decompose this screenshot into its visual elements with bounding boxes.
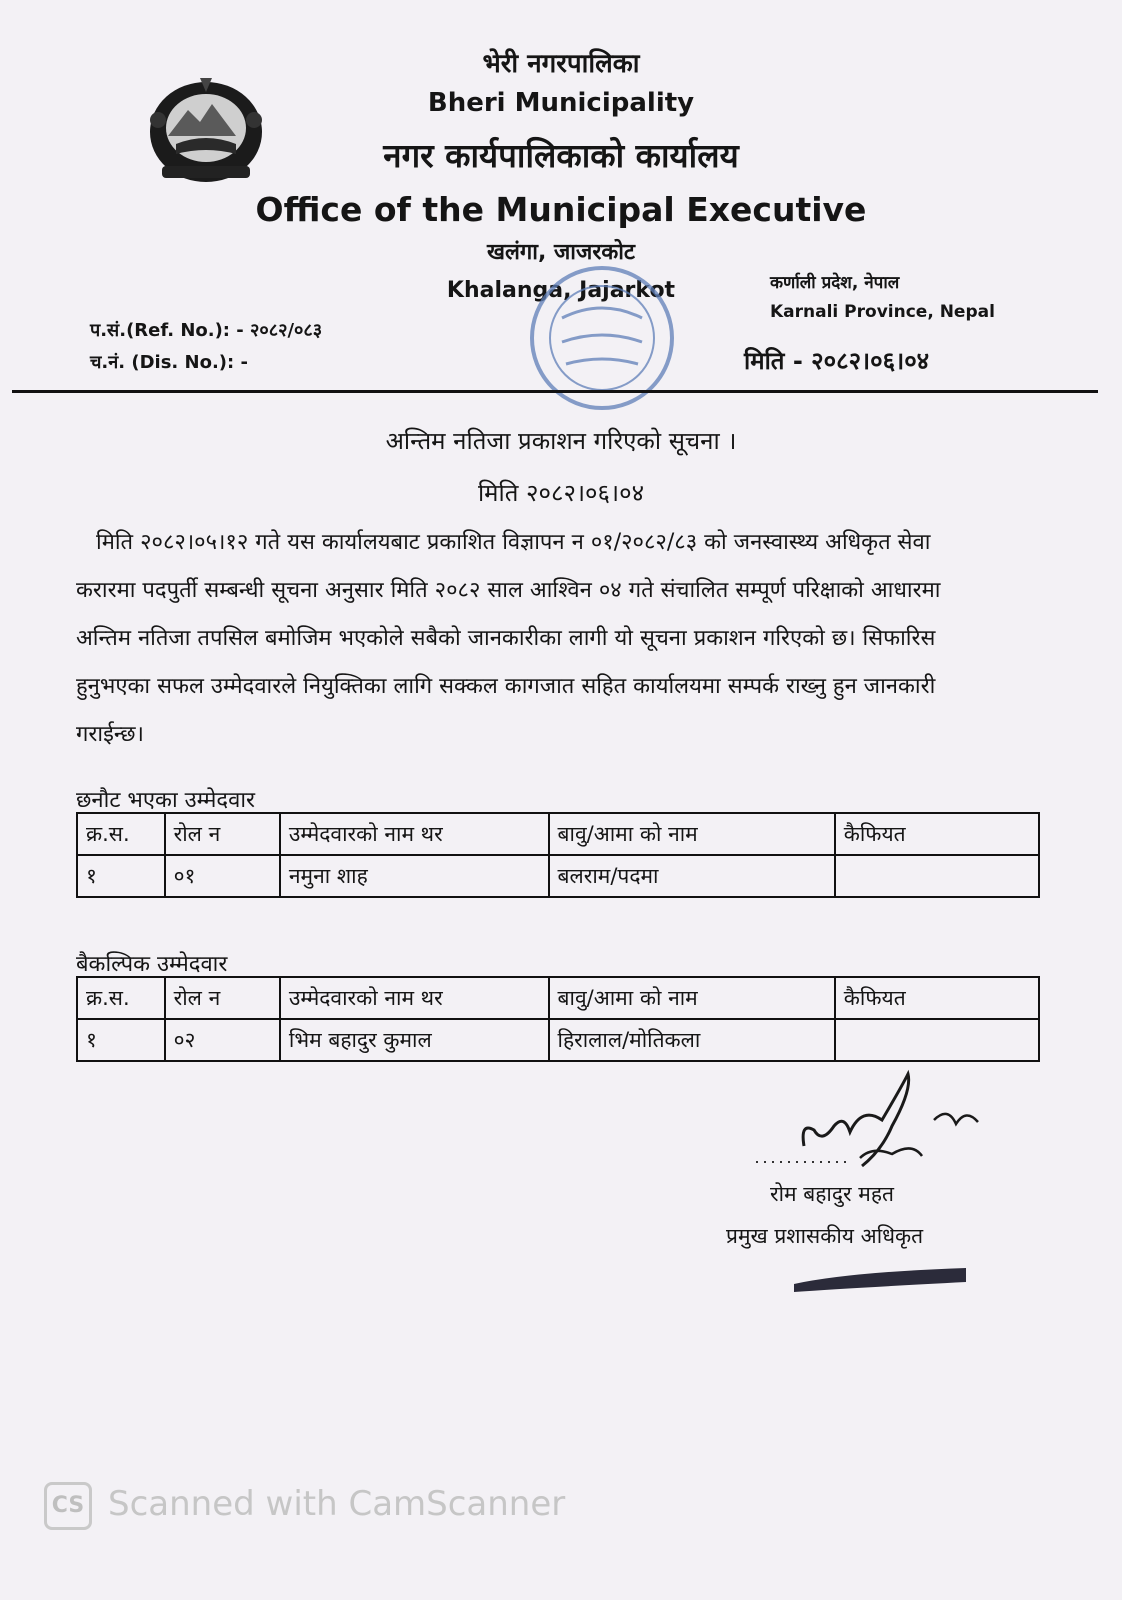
camscanner-logo-icon: CS [44, 1482, 92, 1530]
cell-parent-name: हिरालाल/मोतिकला [549, 1019, 835, 1061]
cell-serial: १ [77, 855, 165, 897]
table-header-row [77, 813, 1039, 855]
location-np: खलंगा, जाजरकोट [486, 240, 636, 265]
selected-candidates-table [76, 812, 1040, 898]
header-serial: क्र.स. [77, 977, 165, 1019]
header-remarks: कैफियत [835, 813, 1039, 855]
header-parent-name: बावु/आमा को नाम [549, 977, 835, 1019]
table-row [77, 1019, 1039, 1061]
signature-icon [752, 1066, 992, 1184]
header-roll: रोल न [165, 813, 280, 855]
table-row [77, 855, 1039, 897]
selected-candidates-title: छनौट भएका उम्मेदवार [76, 788, 256, 813]
notice-paragraph-line: हुनुभएका सफल उम्मेदवारले नियुक्तिका लागि सक्कल कागजात सहित कार्यालयमा सम्पर्क राख्नु हुन जानकारी [76, 674, 936, 699]
alternate-candidates-table [76, 976, 1040, 1062]
notice-title: अन्तिम नतिजा प्रकाशन गरिएको सूचना । [385, 427, 737, 455]
designation-stamp-icon [790, 1262, 970, 1292]
cell-candidate-name: भिम बहादुर कुमाल [280, 1019, 549, 1061]
org-name-np: भेरी नगरपालिका [482, 49, 640, 79]
camscanner-watermark: Scanned with CamScanner [108, 1484, 566, 1524]
reference-number: प.सं.(Ref. No.): - २०८२/०८३ [90, 320, 323, 341]
office-seal-icon [522, 258, 682, 418]
cell-roll: ०१ [165, 855, 280, 897]
signatory-designation: प्रमुख प्रशासकीय अधिकृत [726, 1224, 924, 1248]
cell-remarks [835, 1019, 1039, 1061]
office-name-np: नगर कार्यपालिकाको कार्यालय [383, 136, 739, 175]
header-roll: रोल न [165, 977, 280, 1019]
header-candidate-name: उम्मेदवारको नाम थर [280, 977, 549, 1019]
cell-candidate-name: नमुना शाह [280, 855, 549, 897]
notice-paragraph-line: मिति २०८२।०५।१२ गते यस कार्यालयबाट प्रकाशित विज्ञापन न ०१/२०८२/८३ को जनस्वास्थ्य अधिकृत सेवा [96, 530, 931, 555]
header-candidate-name: उम्मेदवारको नाम थर [280, 813, 549, 855]
cell-parent-name: बलराम/पदमा [549, 855, 835, 897]
cell-serial: १ [77, 1019, 165, 1061]
signatory-name: रोम बहादुर महत [770, 1182, 894, 1206]
table-header-row [77, 977, 1039, 1019]
header-parent-name: बावु/आमा को नाम [549, 813, 835, 855]
cell-roll: ०२ [165, 1019, 280, 1061]
province-np: कर्णाली प्रदेश, नेपाल [770, 273, 900, 293]
notice-paragraph-line: अन्तिम नतिजा तपसिल बमोजिम भएकोले सबैको जानकारीका लागी यो सूचना प्रकाशन गरिएको छ। सिफारिस [76, 626, 936, 651]
notice-date: मिति २०८२।०६।०४ [477, 479, 645, 507]
notice-paragraph-line: करारमा पदपुर्ती सम्बन्धी सूचना अनुसार मिति २०८२ साल आश्विन ०४ गते संचालित सम्पूर्ण परिक्षाको आधारमा [76, 578, 941, 603]
notice-paragraph-line: गराईन्छ। [76, 722, 144, 747]
location-en: Khalanga, Jajarkot [446, 278, 676, 303]
header-date: मिति - २०८२।०६।०४ [744, 347, 930, 375]
province-en: Karnali Province, Nepal [770, 302, 995, 322]
dispatch-number: च.नं. (Dis. No.): - [90, 352, 248, 373]
org-name-en: Bheri Municipality [427, 88, 695, 118]
office-name-en: Office of the Municipal Executive [255, 190, 867, 229]
header-serial: क्र.स. [77, 813, 165, 855]
cell-remarks [835, 855, 1039, 897]
header-remarks: कैफियत [835, 977, 1039, 1019]
alternate-candidates-title: बैकल्पिक उम्मेदवार [76, 952, 228, 977]
header-divider [12, 390, 1098, 393]
